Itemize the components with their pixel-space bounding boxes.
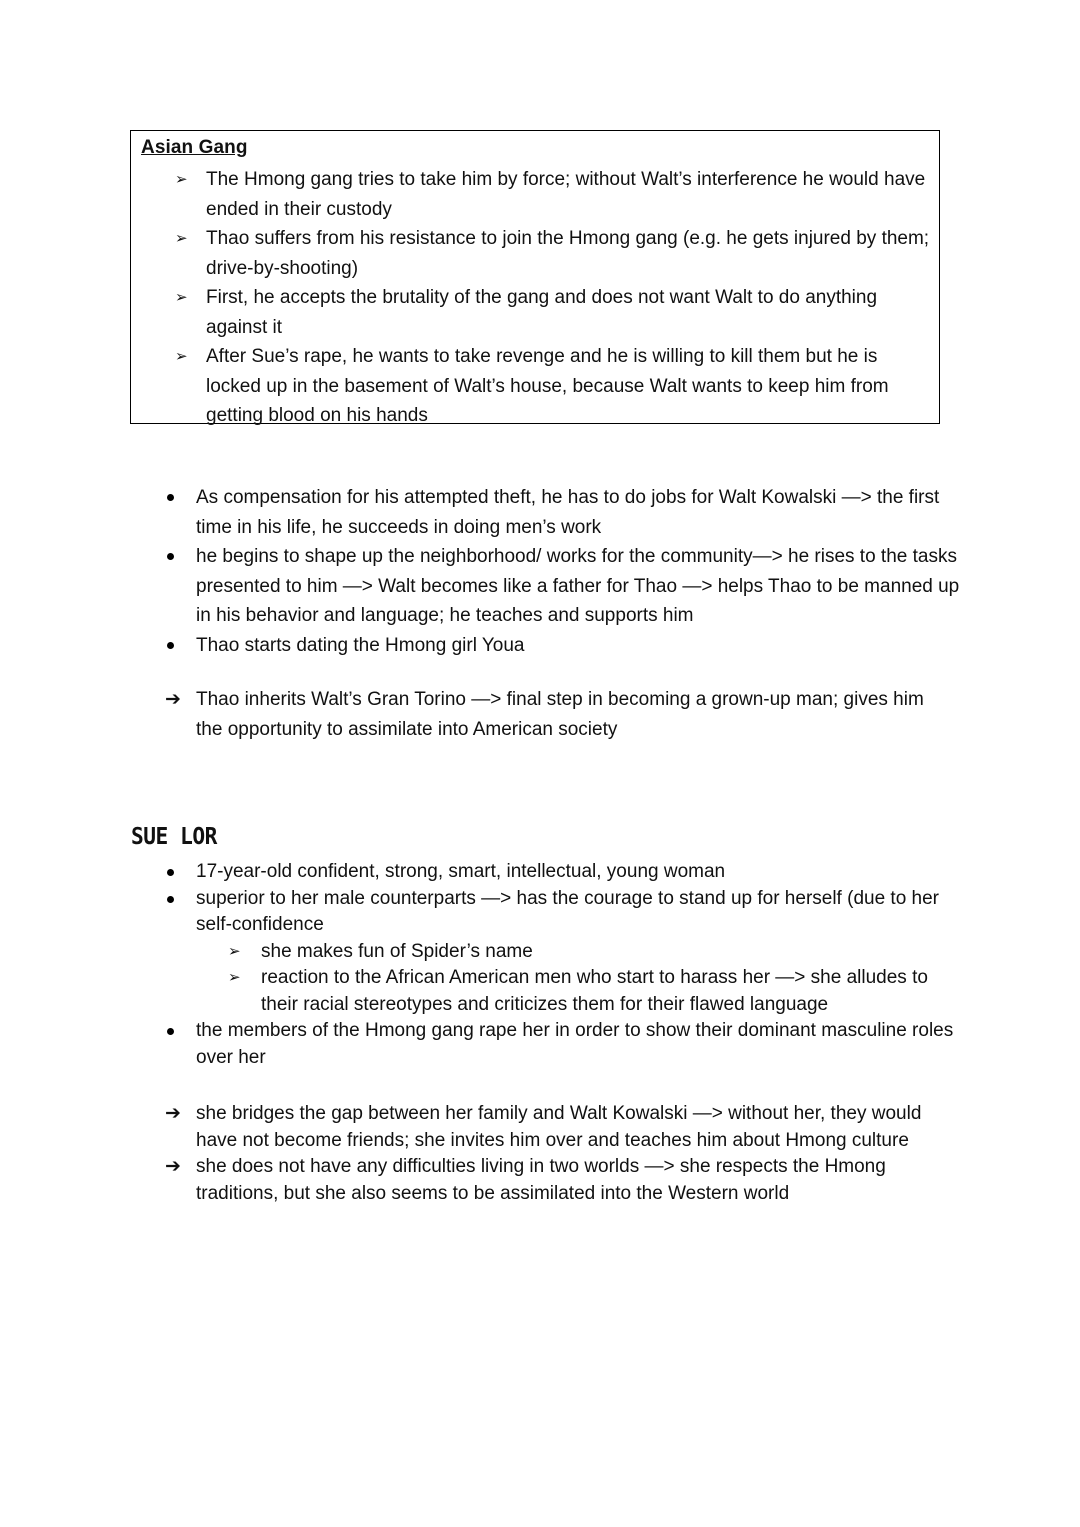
list-item (175, 342, 935, 431)
asian-gang-list (175, 165, 935, 431)
bullet-icon (167, 896, 174, 903)
list-item (175, 283, 935, 342)
arrowhead-icon: ➢ (175, 289, 188, 306)
conclusion-text: Thao inherits Walt’s Gran Torino —> final step in becoming a grown-up man; gives him the opportunity to assimilate into American society (196, 689, 924, 740)
bullet-icon (167, 869, 174, 876)
thao-points-list (165, 483, 965, 660)
bullet-icon (167, 1028, 174, 1035)
list-item-text: he begins to shape up the neighborhood/ works for the community—> he rises to the tasks presented to him —> Walt becomes like a father for Thao —> helps Thao to be manned up in his behavior and language; he teaches and supports him (196, 546, 960, 626)
sue-lor-conclusions (165, 1101, 955, 1207)
list-item (175, 165, 935, 224)
arrowhead-icon: ➢ (175, 348, 188, 365)
right-arrow-icon: ➔ (165, 1103, 181, 1124)
arrowhead-icon: ➢ (228, 969, 241, 986)
list-item (165, 859, 965, 886)
list-item-text: 17-year-old confident, strong, smart, intellectual, young woman (196, 861, 726, 882)
conclusion-text: she bridges the gap between her family and Walt Kowalski —> without her, they would have not become friends; she invites him over and teaches him about Hmong culture (196, 1103, 922, 1151)
conclusion-item (165, 1101, 955, 1154)
list-item-text: As compensation for his attempted theft, he has to do jobs for Walt Kowalski —> the first time in his life, he succeeds in doing men’s work (196, 487, 940, 538)
list-item-text: First, he accepts the brutality of the gang and does not want Walt to do anything against it (206, 287, 878, 338)
conclusion-item (165, 685, 955, 744)
asian-gang-title: Asian Gang (141, 137, 248, 158)
list-item (165, 631, 965, 661)
conclusion-text: she does not have any difficulties living in two worlds —> she respects the Hmong traditions, but she also seems to be assimilated into the Western world (196, 1156, 886, 1204)
list-item-text: Thao suffers from his resistance to join the Hmong gang (e.g. he gets injured by them; drive-by-shooting) (206, 228, 930, 279)
list-item (165, 542, 965, 631)
thao-conclusion (165, 685, 955, 744)
sub-list-item-text: reaction to the African American men who start to harass her —> she alludes to their racial stereotypes and criticizes them for their flawed language (261, 967, 928, 1015)
list-item (165, 886, 965, 1019)
list-item-text: After Sue’s rape, he wants to take revenge and he is willing to kill them but he is locked up in the basement of Walt’s house, because Walt wants to keep him from getting blood on his hands (206, 346, 889, 426)
bullet-icon (167, 553, 174, 560)
list-item-text: The Hmong gang tries to take him by force; without Walt’s interference he would have ended in their custody (206, 169, 926, 220)
conclusion-item (165, 1154, 955, 1207)
sue-lor-points-list (165, 859, 965, 1071)
right-arrow-icon: ➔ (165, 689, 181, 710)
bullet-icon (167, 642, 174, 649)
list-item (175, 224, 935, 283)
list-item-text: Thao starts dating the Hmong girl Youa (196, 634, 525, 656)
arrowhead-icon: ➢ (228, 942, 241, 960)
sub-list-item-text: she makes fun of Spider’s name (261, 940, 533, 962)
bullet-icon (167, 494, 174, 501)
sub-list-item (228, 965, 965, 1018)
sub-list (196, 939, 965, 1019)
list-item-text: superior to her male counterparts —> has the courage to stand up for herself (due to her self-confidence (196, 887, 940, 935)
list-item (165, 1018, 965, 1071)
arrowhead-icon: ➢ (175, 171, 188, 188)
sub-list-item (228, 939, 965, 966)
section-heading-sue-lor: SUE LOR (131, 824, 217, 850)
list-item (165, 483, 965, 542)
arrowhead-icon: ➢ (175, 230, 188, 247)
right-arrow-icon: ➔ (165, 1156, 181, 1177)
list-item-text: the members of the Hmong gang rape her in order to show their dominant masculine roles over her (196, 1020, 954, 1068)
